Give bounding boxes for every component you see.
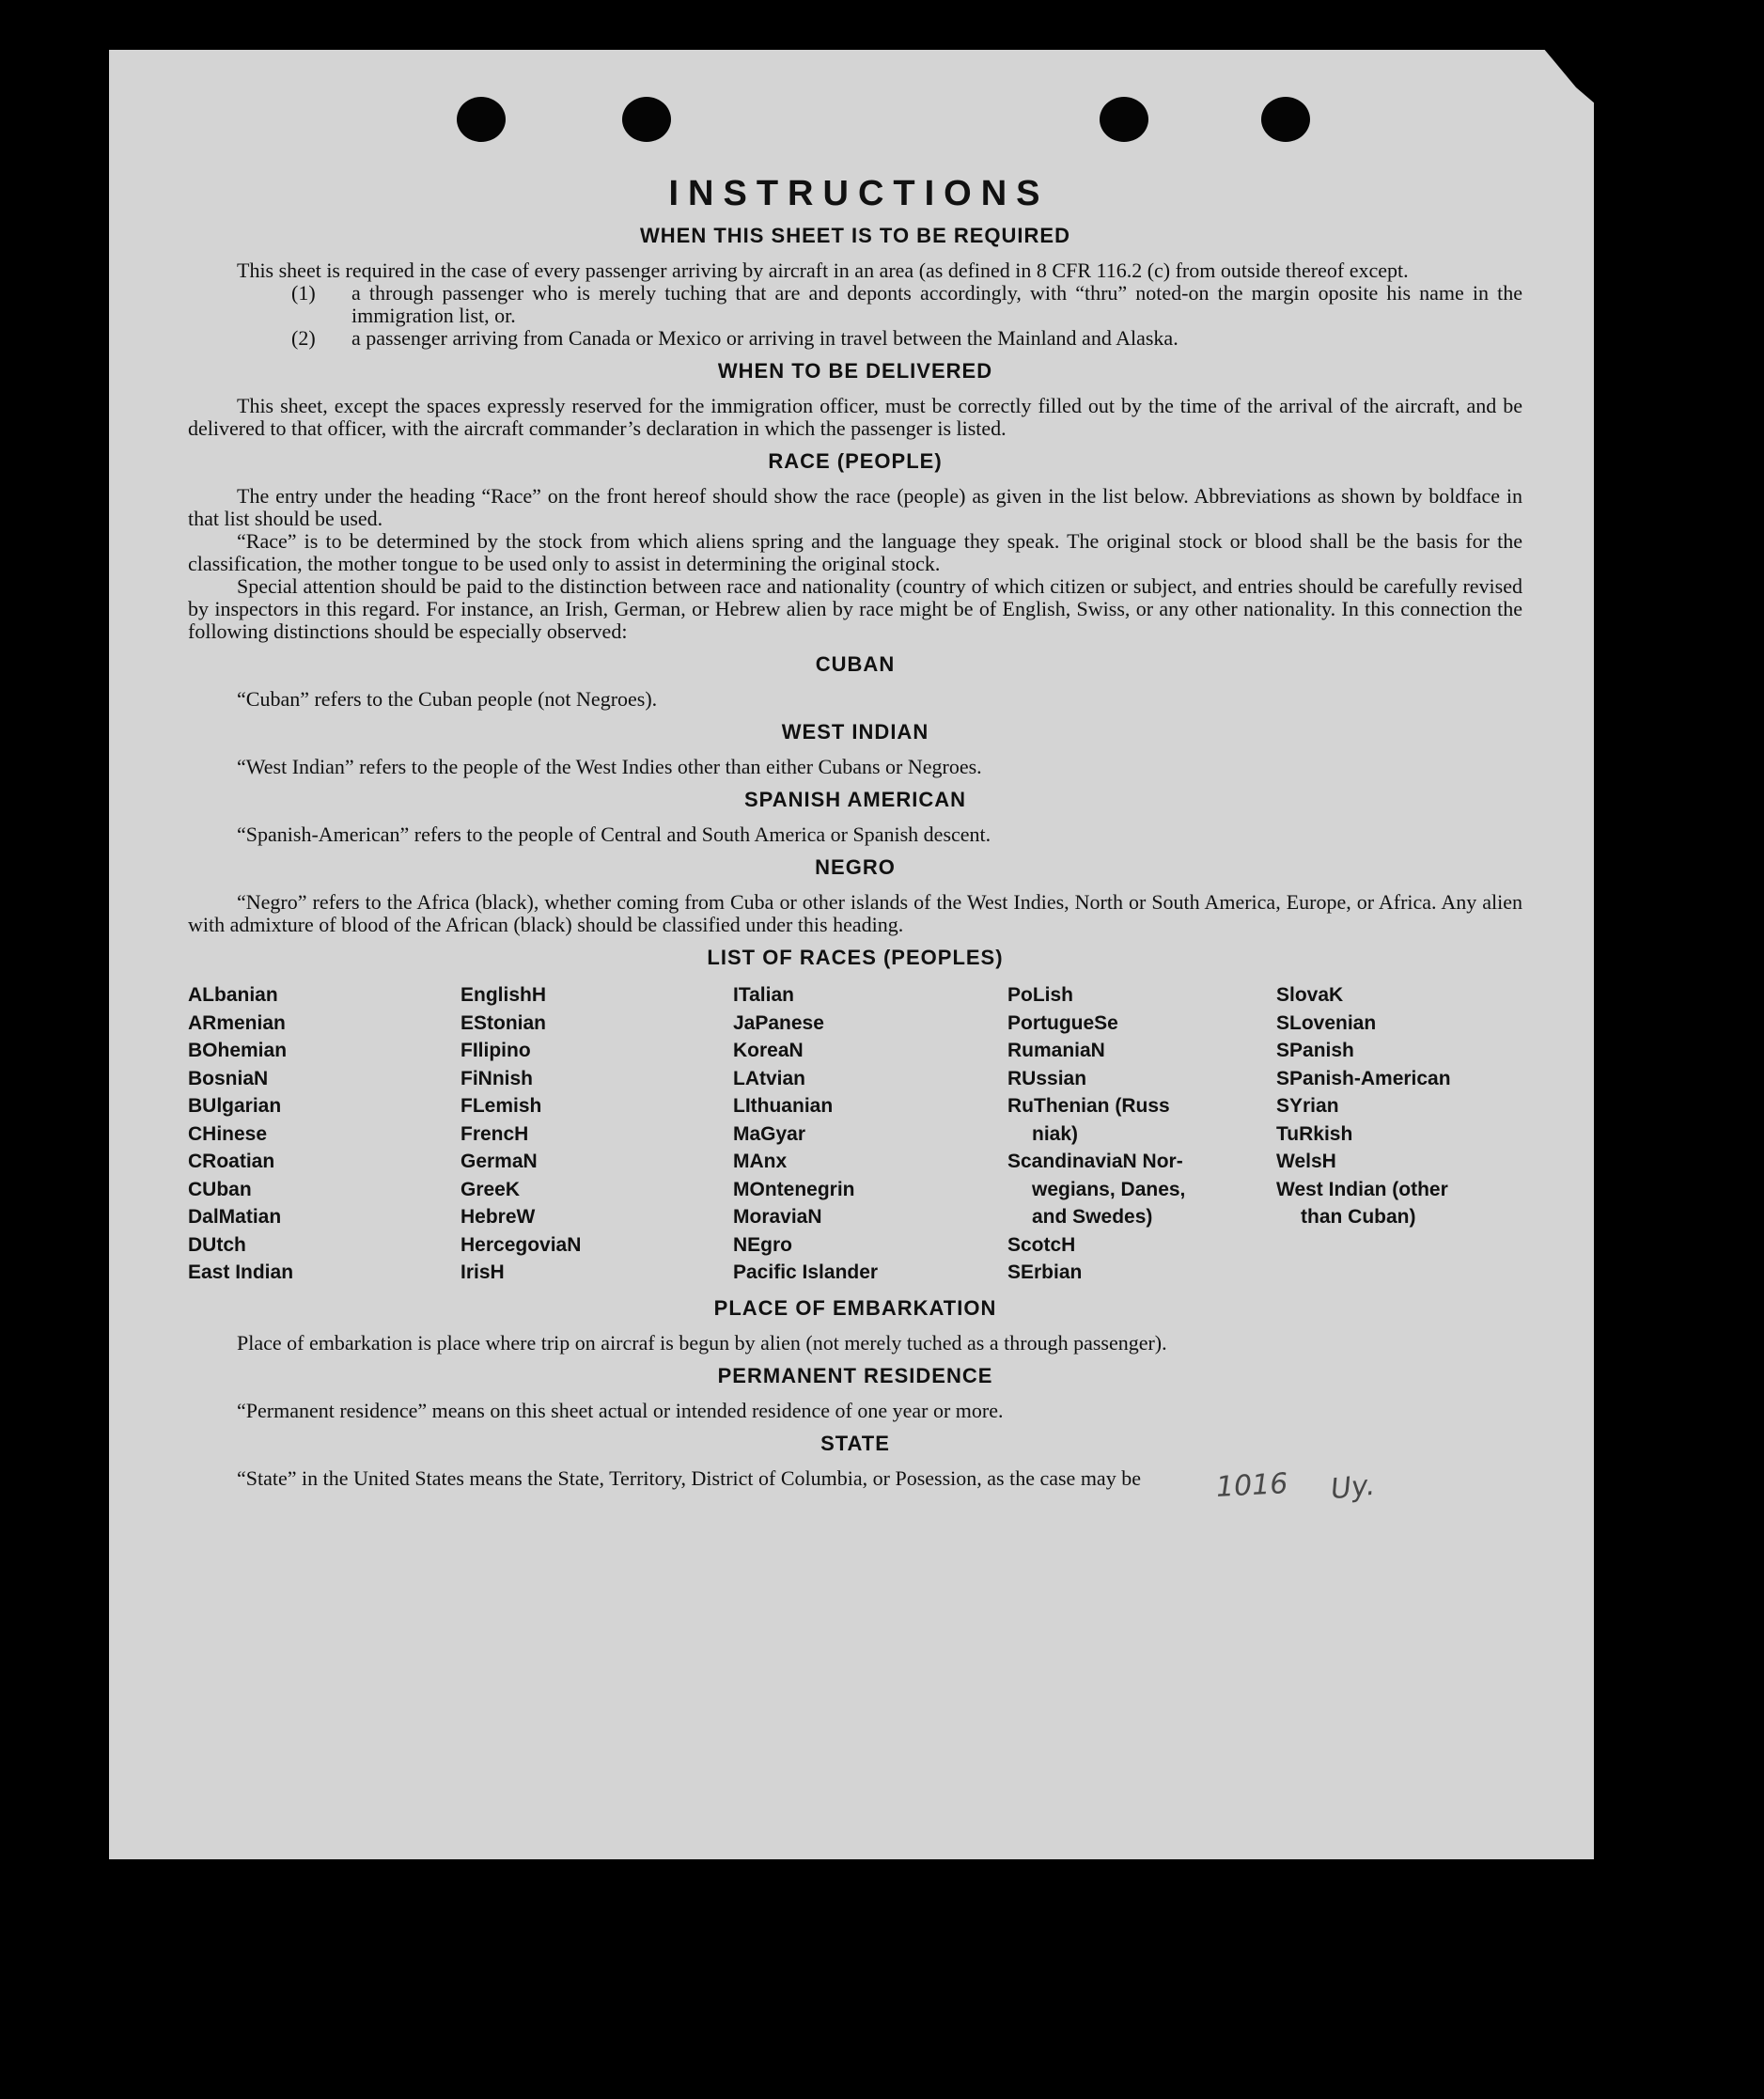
punch-hole [457, 97, 506, 142]
race-entry: ARmenian [188, 1011, 286, 1034]
race-entry: HercegoviaN [461, 1233, 582, 1256]
race-entry: SYrian [1276, 1095, 1339, 1117]
race-entry: BUlgarian [188, 1095, 282, 1117]
race-entry: FrencH [461, 1122, 529, 1145]
race-paragraph: Special attention should be paid to the distinction between race and nationality (country of which citizen or subject, and entries should be carefully revised by inspectors in this regard. For instance, an Irish, German, or Hebrew alien by race might be of English, Swiss, or any other nationality. In this connection the following distinctions should be especially observed: [188, 574, 1522, 643]
race-entry: PoLish [1007, 984, 1074, 1006]
heading-race: RACE (PEOPLE) [768, 449, 943, 473]
race-entry: MAnx [733, 1151, 788, 1172]
west-indian-text: “West Indian” refers to the people of the West Indies other than either Cubans or Negroes. [237, 755, 982, 778]
race-paragraph: “Race” is to be determined by the stock from which aliens spring and the language they speak. The original stock or blood shall be the basis for the classification, the mother tongue to be used only to assist in determining the original stock. [188, 529, 1522, 575]
item-text: a passenger arriving from Canada or Mexico or arriving in travel between the Mainland and Alaska. [351, 326, 1179, 350]
race-entry: SlovaK [1276, 984, 1344, 1006]
race-entry: TuRkish [1276, 1122, 1353, 1145]
race-entry: LIthuanian [733, 1095, 834, 1117]
race-entry: DUtch [188, 1233, 246, 1256]
race-entry: CRoatian [188, 1151, 275, 1172]
race-entry: East Indian [188, 1261, 294, 1283]
race-entry: RUssian [1007, 1067, 1087, 1089]
race-entry: DalMatian [188, 1206, 282, 1228]
race-entry: RumaniaN [1007, 1040, 1105, 1061]
race-entry: GermaN [461, 1151, 538, 1172]
heading-list-of-races: LIST OF RACES (PEOPLES) [707, 946, 1004, 969]
race-entry: ScandinaviaN Nor- [1007, 1151, 1183, 1172]
document-page [109, 50, 1594, 1859]
race-entry: ITalian [733, 984, 794, 1006]
race-entry: JaPanese [733, 1011, 824, 1034]
race-entry: FLemish [461, 1095, 542, 1117]
race-list [188, 981, 1522, 1287]
race-entry: FIlipino [461, 1040, 531, 1061]
race-entry: wegians, Danes, [1032, 1178, 1186, 1200]
race-entry: PortugueSe [1007, 1011, 1118, 1034]
race-entry: EStonian [461, 1011, 547, 1034]
heading-negro: NEGRO [815, 855, 896, 879]
heading-when-required: WHEN THIS SHEET IS TO BE REQUIRED [640, 224, 1070, 247]
handwritten-note: 1016 [1215, 1467, 1289, 1504]
race-paragraph: The entry under the heading “Race” on the front hereof should show the race (people) as given in the list below. Abbreviations as shown by boldface in that list should be used. [188, 484, 1522, 530]
race-entry: ScotcH [1007, 1233, 1076, 1256]
when-delivered-text: This sheet, except the spaces expressly reserved for the immigration officer, must be correctly filled out by the time of the arrival of the aircraft, and be delivered to that officer, with the aircraft commander’s declaration in which the passenger is listed. [188, 394, 1522, 440]
handwritten-note: Uy. [1329, 1468, 1377, 1507]
punch-hole [1261, 97, 1310, 142]
race-entry: and Swedes) [1032, 1206, 1153, 1228]
list-item [188, 327, 1522, 350]
race-entry: MoraviaN [733, 1206, 822, 1228]
race-entry: niak) [1032, 1122, 1079, 1145]
heading-when-delivered: WHEN TO BE DELIVERED [717, 359, 993, 383]
item-number: (1) [291, 281, 316, 305]
race-entry: SPanish [1276, 1040, 1354, 1061]
race-column [733, 981, 1007, 1287]
race-entry: HebreW [461, 1206, 536, 1228]
race-entry: West Indian (other [1276, 1178, 1448, 1200]
race-column [1007, 981, 1276, 1287]
residence-text: “Permanent residence” means on this sheet actual or intended residence of one year or more. [237, 1398, 1004, 1422]
race-entry: WelsH [1276, 1151, 1336, 1172]
instructions-body [188, 174, 1522, 1490]
race-entry: SPanish-American [1276, 1067, 1451, 1089]
race-column [1276, 981, 1522, 1287]
race-entry: BOhemian [188, 1040, 288, 1061]
race-entry: KoreaN [733, 1040, 804, 1061]
race-entry: SLovenian [1276, 1011, 1377, 1034]
race-entry: EnglishH [461, 984, 547, 1006]
race-entry: FiNnish [461, 1067, 533, 1089]
race-entry: ALbanian [188, 984, 278, 1006]
state-text: “State” in the United States means the State, Territory, District of Columbia, or Posession, as the case may be [237, 1465, 1141, 1490]
heading-spanish-american: SPANISH AMERICAN [743, 788, 966, 811]
race-entry: CUban [188, 1178, 252, 1200]
item-number: (2) [291, 326, 316, 350]
negro-text: “Negro” refers to the Africa (black), whether coming from Cuba or other islands of the West Indies, North or South America, Europe, or Africa. Any alien with admixture of blood of the African (black) should be classified under this heading. [188, 890, 1522, 936]
embarkation-text: Place of embarkation is place where trip on aircraf is begun by alien (not merely tuched as a through passenger). [237, 1330, 1167, 1355]
race-entry: NEgro [733, 1233, 792, 1256]
page-title: INSTRUCTIONS [668, 174, 1050, 213]
race-entry: SErbian [1007, 1261, 1083, 1283]
race-entry: MOntenegrin [733, 1178, 855, 1200]
race-entry: MaGyar [733, 1122, 806, 1145]
race-entry: LAtvian [733, 1067, 806, 1089]
when-required-intro: This sheet is required in the case of every passenger arriving by aircraft in an area (as defined in 8 CFR 116.2 (c) from outside thereof except. [237, 258, 1409, 282]
race-entry: CHinese [188, 1122, 268, 1145]
punch-hole [622, 97, 671, 142]
race-column [461, 981, 733, 1287]
race-entry: BosniaN [188, 1067, 269, 1089]
race-entry: RuThenian (Russ [1007, 1095, 1170, 1117]
race-column [188, 981, 461, 1287]
heading-permanent-residence: PERMANENT RESIDENCE [717, 1363, 993, 1387]
list-item [188, 282, 1522, 327]
heading-west-indian: WEST INDIAN [781, 720, 929, 744]
item-text: a through passenger who is merely tuching that are and deponts accordingly, with “thru” noted-on the margin oposite his name in the immigration list, or. [351, 281, 1522, 327]
race-entry: IrisH [461, 1261, 505, 1283]
punch-hole [1100, 97, 1148, 142]
race-entry: Pacific Islander [733, 1261, 879, 1283]
heading-state: STATE [820, 1431, 890, 1455]
heading-cuban: CUBAN [815, 652, 896, 676]
torn-corner [1530, 48, 1596, 104]
heading-embarkation: PLACE OF EMBARKATION [713, 1295, 997, 1320]
cuban-text: “Cuban” refers to the Cuban people (not Negroes). [237, 687, 658, 711]
race-entry: GreeK [461, 1178, 521, 1200]
spanish-american-text: “Spanish-American” refers to the people of Central and South America or Spanish descent. [237, 822, 991, 846]
race-entry: than Cuban) [1301, 1206, 1416, 1228]
